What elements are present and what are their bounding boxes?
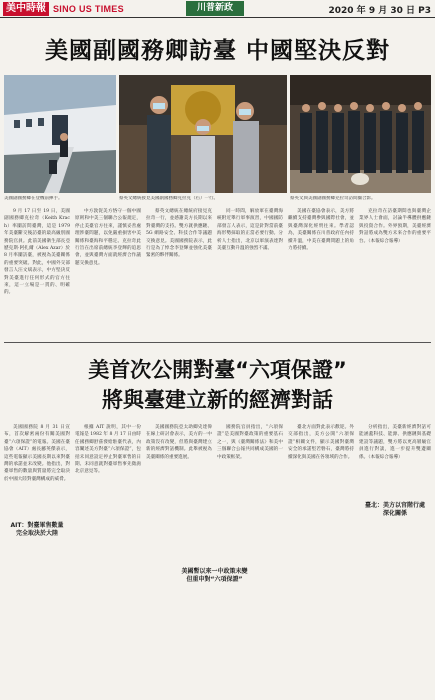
story-2-subhead-1: AIT：對臺軍售數量 完全取決於大陸: [10, 522, 64, 537]
story-1-column-1: [4, 208, 70, 334]
story-1-paragraph: 同一時間，解放軍在臺灣海峽附近舉行軍事演習，中國國防部發言人表示，這是針對當前臺海形勢採取的正當必要行動。分析人士指出，北京以軍演表達對美臺互動升溫的強烈不滿。: [217, 209, 283, 252]
story-1-paragraph: 中方敦促美方恪守一個中國原則和中美三個聯合公報規定，停止美臺官方往來，謹慎妥善處理涉臺問題，以免嚴重損害中美關係和臺海和平穩定。克拉奇此行旨在出席前總統李登輝的追思會，並與臺灣方面就經濟合作議題交換意見。: [75, 209, 141, 266]
story-2-subhead-3: 臺北：美方以官階行處 深化關係: [364, 502, 425, 517]
story-1-column-6: [359, 208, 431, 334]
masthead: [0, 0, 435, 18]
story-1-column-5: [288, 208, 354, 334]
story-1-paragraph: 9 月 17 日至 19 日，美國副國務卿克拉奇（Keith Krach）率團訪問臺灣，這是 1979 年美臺斷交後訪臺的最高級別國務院官員。此前美國衛生部長亞歷克斯·阿扎爾（Alex Azar）於 8 月率團訪臺，被視為美臺關係的重要突破。對此，中國外交部發言人汪文斌表示，中方堅決反對美臺進行任何形式的官方往來，這一立場是一貫的、明確的。: [4, 209, 70, 296]
story-2-paragraph: 根據 AIT 說明，其中一份電報是 1982 年 8 月 17 日由時任國務卿舒茲發給駐臺代表，內容闡述美方對臺“六項保證”，包括未同意設定停止對臺軍售的日期、未同意就對臺軍售事先徵詢北京意見等。: [75, 425, 141, 475]
story-2-paragraph: 分析指出，美臺新經濟對話可能涵蓋科技、能源、供應鏈與基礎建設等議題，雙方將以更高層級官員進行對談，進一步提升雙邊關係。（本報綜合報導）: [359, 425, 431, 460]
story-2-paragraph: 國務院官員指出，“六項保證”是美國對臺政策的重要基石之一，與《臺灣關係法》和美中三個聯合公報共同構成美國的一中政策框架。: [217, 425, 283, 460]
story-2-column-2: [75, 424, 141, 690]
photo-group-portrait: [290, 75, 431, 193]
story-2-column-3: [146, 424, 212, 690]
photo-caption-2: 蔡英文總統接見美國副國務卿克拉克（右）一行。: [119, 196, 218, 201]
dateline: 2020 年 9 月 30 日 P3: [328, 6, 431, 16]
story-1-paragraph: 克拉奇在訪臺期間也與臺灣企業界人士會面，討論半導體供應鏈與投資合作。外界預期，美臺經濟對話將成為雙方未來合作的重要平台。（本報綜合報導）: [359, 209, 431, 244]
story-2-column-4: [217, 424, 283, 690]
story-2-column-5: [288, 424, 354, 690]
story-1-column-4: [217, 208, 283, 334]
headline-story-1: 美國副國務卿訪臺 中國堅決反對: [44, 38, 390, 64]
story-1-paragraph: 蔡英文總統在總統府接見克拉奇一行，並感謝美方長期以來對臺灣的支持。雙方就供應鏈、5G 網路安全、科技合作等議題交換意見。美國國務院表示，此行是為了悼念李登輝並強化美臺緊密的夥伴關係。: [146, 209, 212, 259]
section-tag: 川普新政: [186, 1, 244, 16]
story-2-column-1: [4, 424, 70, 690]
headline-story-2-line-2: 將與臺建立新的經濟對話: [102, 388, 333, 412]
section-divider: [4, 342, 431, 343]
photo-plane-boarding: [4, 75, 116, 193]
story-2-column-6: [359, 424, 431, 690]
publication-logo: [3, 2, 124, 16]
story-2-subhead-2: 美國暫以來一中政策未變 但重申對“六項保證”: [181, 568, 248, 583]
logo-chinese: 美中時報: [3, 2, 49, 16]
photo-caption-3: 蔡英文與美國副國務卿克拉奇訪問團合影。: [290, 196, 376, 201]
photo-president-meeting: [119, 75, 287, 193]
story-2-paragraph: 美國國務院 8 月 31 日宣布，首次解密兩份有關美國對臺“六項保證”的電報。美國在臺協會（AIT）處長酈英傑表示，這些電報顯示美國長期以來對臺灣的承諾並未改變。他指出，對臺軍售的數量與質量將完全取決於中國大陸對臺灣構成的威脅。: [4, 425, 70, 482]
logo-english: SINO US TIMES: [53, 4, 124, 14]
photo-caption-1: 美國副國務卿在登機前揮手。: [4, 196, 63, 201]
story-1-paragraph: 美國在臺協會表示，美方將繼續支持臺灣參與國際社會，並與臺灣深化經貿往來。學者認為，美臺關係在川普政府任內持續升溫，中美在臺灣問題上的角力將持續。: [288, 209, 354, 252]
story-1-column-2: [75, 208, 141, 334]
headline-story-2-line-1: 美首次公開對臺“六項保證”: [88, 358, 347, 382]
story-2-paragraph: 美國國務院亞太助卿史達偉在線上研討會表示，美方的一中政策沒有改變，但將與臺灣建立新的經濟對話機制。此舉被視為美臺關係的重要進展。: [146, 425, 212, 460]
story-2-paragraph: 臺北方面對此表示歡迎。外交部指出，美方公開“六項保證”相關文件，顯示美國對臺灣安全的承諾堅若磐石，臺灣將持續深化與美國在各領域的合作。: [288, 425, 354, 460]
story-1-column-3: [146, 208, 212, 334]
